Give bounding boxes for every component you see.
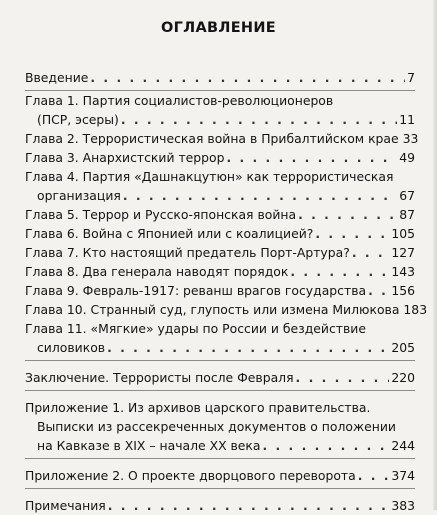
dot-leader [121,110,397,129]
toc-page-number: 87 [399,207,415,222]
toc-entry-title: Глава 7. Кто настоящий предатель Порт-Артура? [25,245,350,260]
dot-leader [352,243,390,262]
dot-leader [290,262,389,281]
toc-page-number: 220 [391,370,415,385]
toc-entry-line [25,224,415,243]
toc-entry-line [25,148,415,167]
dot-leader [315,224,389,243]
toc-entry [25,262,415,281]
toc-entry [25,398,415,455]
toc-entry [25,129,419,148]
toc-entry-title: Глава 9. Февраль-1917: реванш врагов государства [25,283,367,298]
dot-leader [90,68,405,87]
toc-entry-line [25,91,415,110]
toc-entry-title: на Кавказе в XIX – начале XX века [37,438,261,453]
toc-page-number: 156 [391,283,415,298]
toc-page-number: 11 [399,112,415,127]
toc-page-number: 383 [391,498,415,513]
toc-entry-title: Глава 8. Два генерала наводят порядок [25,264,289,279]
toc-page-number: 205 [391,340,415,355]
toc-entry-line [25,110,415,129]
toc-entry-title: организация [37,188,121,203]
toc-page-number: 244 [391,438,415,453]
toc-page-number: 7 [407,70,415,85]
toc-entry-line [25,281,415,300]
dot-leader [108,496,390,515]
dot-leader [107,338,389,357]
toc-entry-line [25,338,415,357]
toc-page-number: 143 [391,264,415,279]
toc-divider [25,360,415,361]
toc-entry-title: Приложение 2. О проекте дворцового переворота [25,468,356,483]
toc-page-number: 67 [399,188,415,203]
toc-page-number: 183 [403,302,428,317]
toc-divider [25,458,415,459]
toc-entry [25,466,415,485]
toc-entry-line [25,243,415,262]
toc-page-number: 49 [399,150,415,165]
toc-entry-line [25,436,415,455]
toc-entry-line [25,319,415,338]
toc-entry [25,205,415,224]
dot-leader [296,368,390,387]
toc-entry [25,91,415,129]
toc-entry-line [25,368,415,387]
toc-entry-title: Введение [25,70,89,85]
toc-page-number: 105 [391,226,415,241]
toc-entry [25,300,428,319]
toc-entry-line [25,262,415,281]
toc-entry-title: Примечания [25,498,106,513]
toc-entry-title: Заключение. Террористы после Февраля [25,370,294,385]
toc-entry-title: Глава 3. Анархистский террор [25,150,225,165]
dot-leader [368,281,389,300]
toc-entry-title: Глава 10. Странный суд, глупость или измена Милюкова [25,302,400,317]
table-of-contents [25,68,428,515]
toc-heading: ОГЛАВЛЕНИЕ [160,20,276,36]
toc-entry-title: Глава 4. Партия «Дашнакцутюн» как террористическая [25,169,394,184]
toc-entry [25,243,415,262]
toc-entry [25,281,415,300]
dot-leader [226,148,397,167]
toc-entry [25,68,415,87]
toc-entry-line [25,300,428,319]
toc-entry-title: Глава 5. Террор и Русско-японская война [25,207,297,222]
toc-entry-line [25,496,415,515]
toc-entry-line [25,186,415,205]
toc-entry-line [25,205,415,224]
toc-entry-line [25,466,415,485]
dot-leader [263,436,390,455]
page-edge-shadow [433,0,437,510]
toc-entry-title: силовиков [37,340,106,355]
toc-entry [25,319,415,357]
dot-leader [298,205,397,224]
toc-entry-title: Приложение 1. Из архивов царского правительства. [25,400,371,415]
toc-entry-line [25,129,419,148]
toc-page-number: 374 [391,468,415,483]
toc-entry-title: Глава 2. Террористическая война в Прибалтийском крае [25,131,399,146]
dot-leader [358,466,390,485]
toc-entry-title: (ПСР, эсеры) [37,112,119,127]
toc-entry-line [25,167,415,186]
toc-entry-title: Глава 1. Партия социалистов-революционеров [25,93,334,108]
toc-entry [25,368,415,387]
toc-page-number: 33 [402,131,419,146]
toc-page-number: 127 [391,245,415,260]
toc-entry-title: Выписки из рассекреченных документов о положении [37,419,396,434]
toc-entry-line [25,398,415,417]
dot-leader [123,186,397,205]
toc-entry-line [25,417,415,436]
toc-divider [25,390,415,391]
toc-divider [25,488,415,489]
toc-entry [25,167,415,205]
toc-entry [25,148,415,167]
toc-entry-line [25,68,415,87]
toc-entry [25,496,415,515]
toc-entry-title: Глава 6. Война с Японией или с коалицией? [25,226,314,241]
toc-entry-title: Глава 11. «Мягкие» удары по России и бездействие [25,321,366,336]
toc-entry [25,224,415,243]
